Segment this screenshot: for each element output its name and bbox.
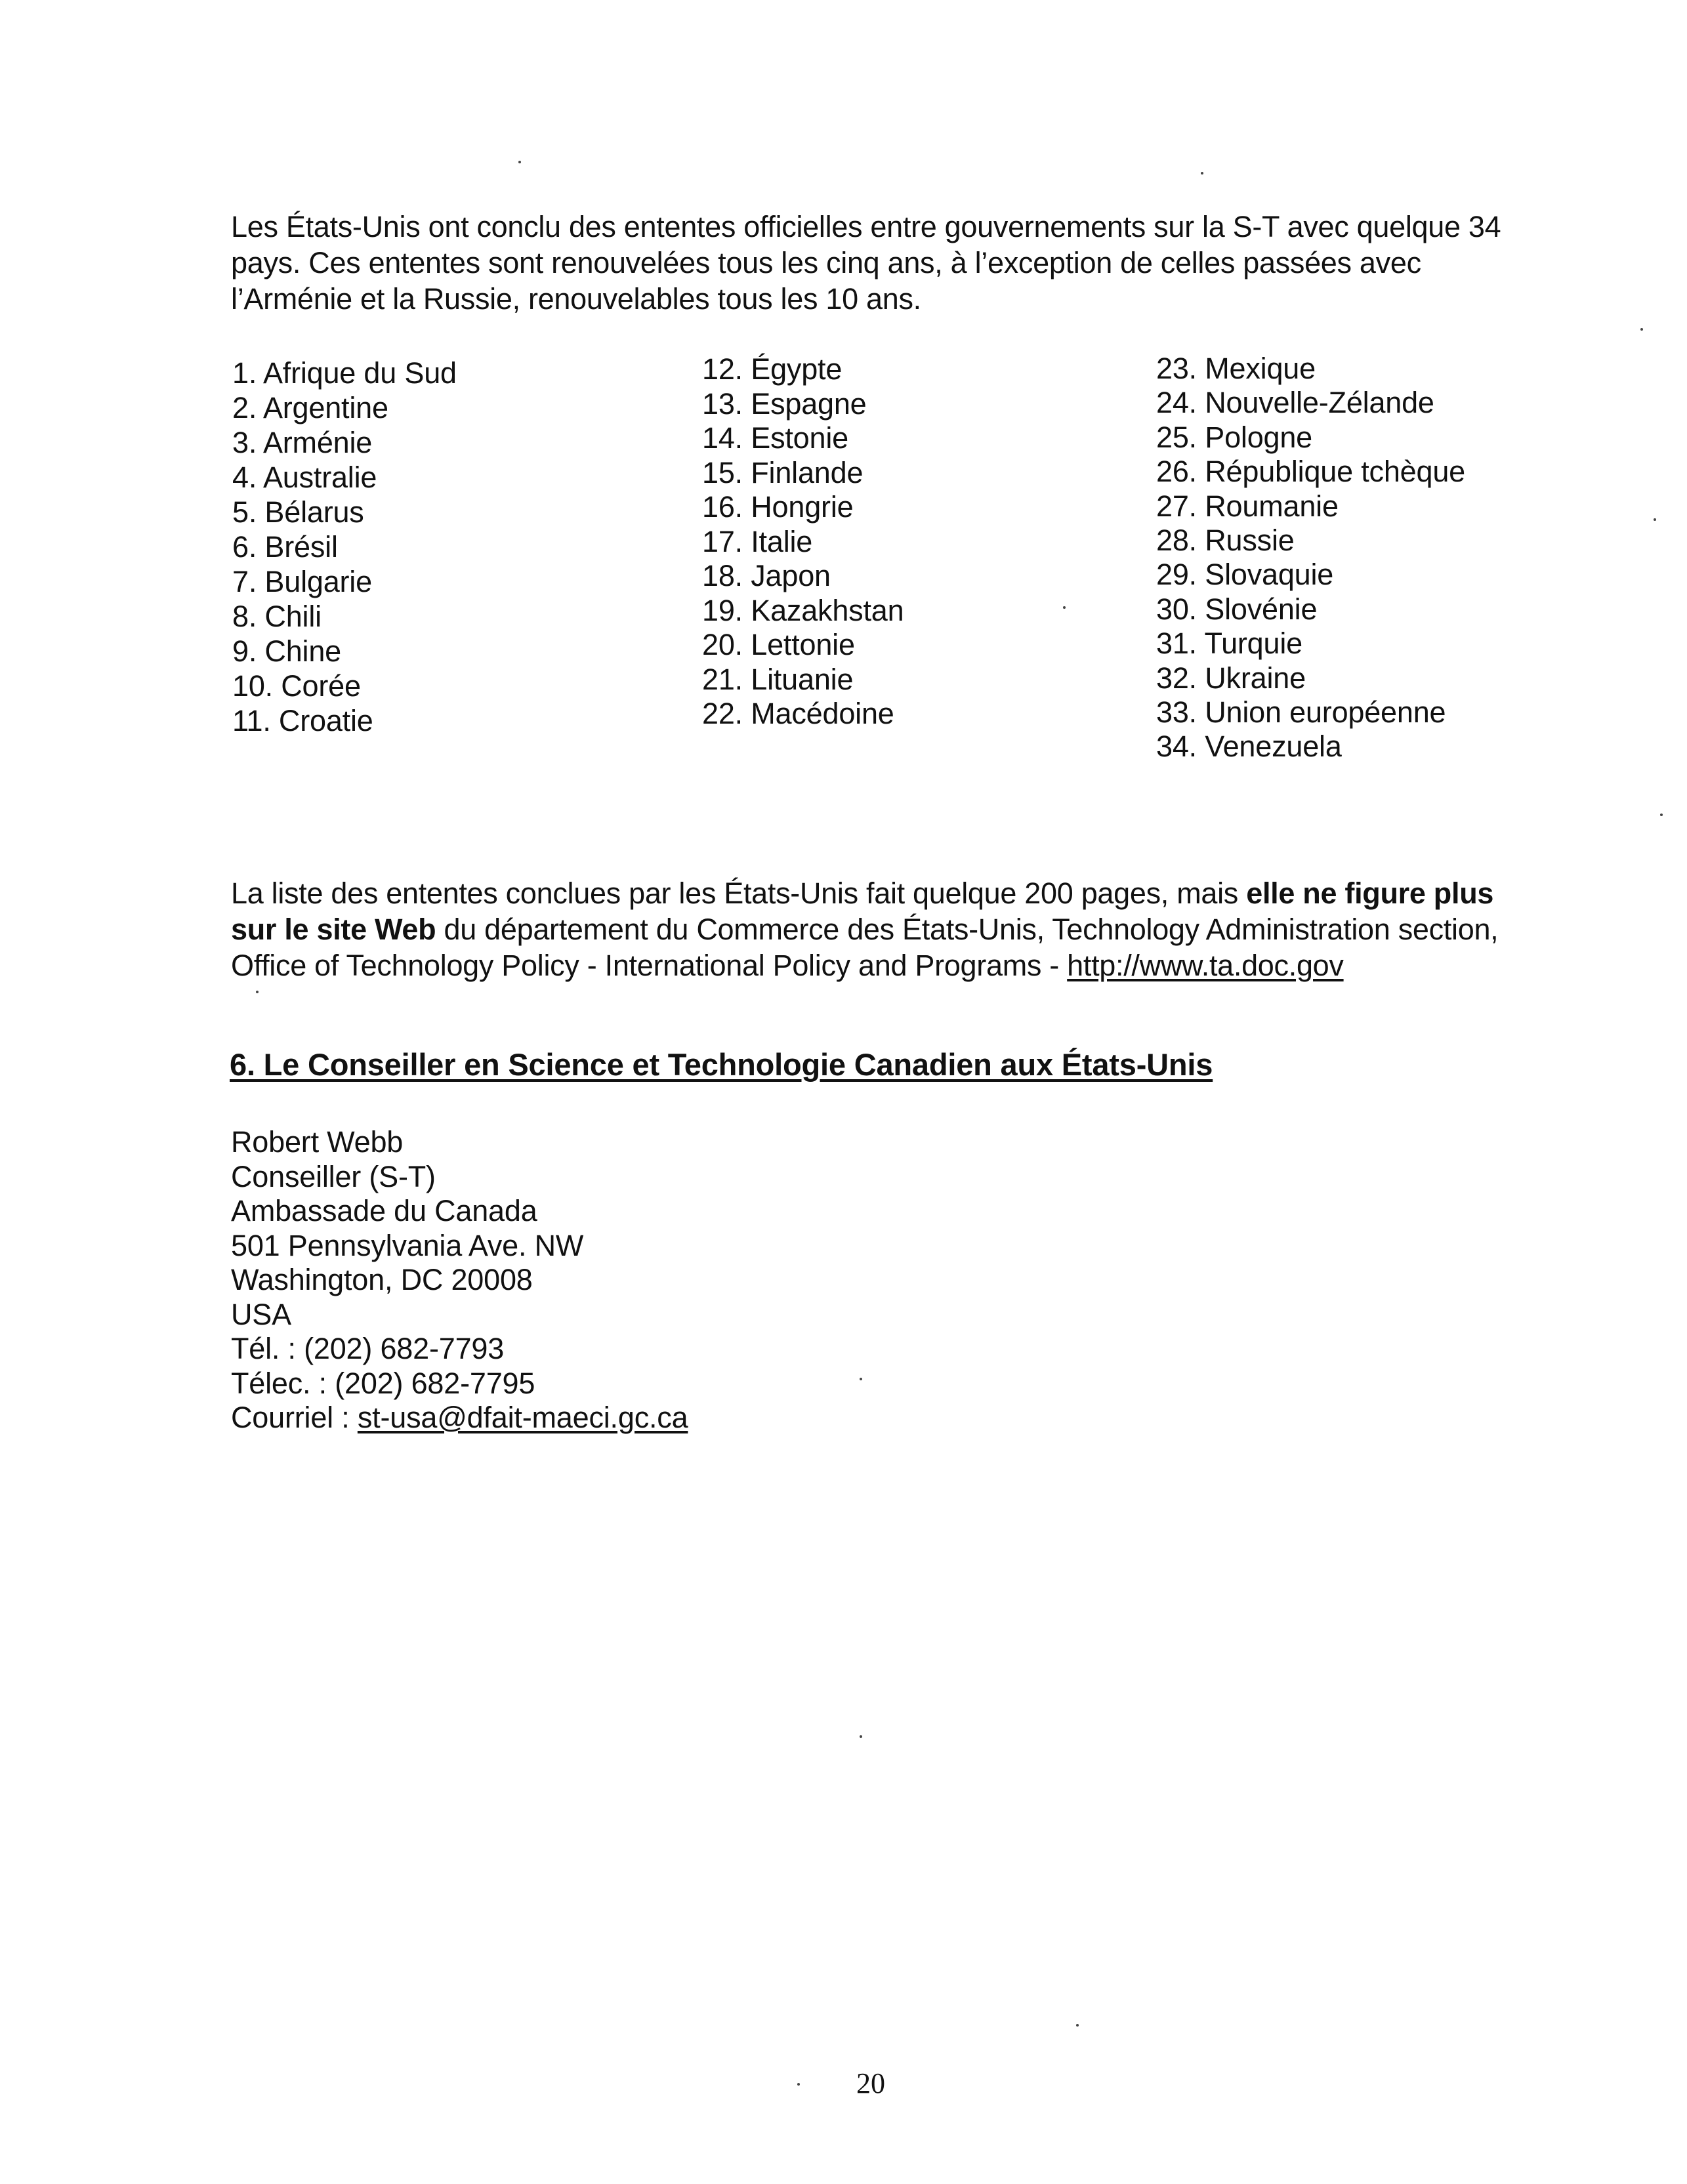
note-paragraph — [231, 875, 1517, 983]
page-number: 20 — [856, 2067, 885, 2099]
country-list-column-1 — [232, 356, 457, 738]
contact-city: Washington, DC 20008 — [231, 1263, 533, 1296]
scan-speck — [1660, 814, 1663, 816]
contact-organization: Ambassade du Canada — [231, 1194, 537, 1227]
list-item: 27. Roumanie — [1156, 489, 1339, 523]
contact-name: Robert Webb — [231, 1125, 404, 1159]
note-emphasis: elle ne figure plus sur le site Web — [231, 876, 1494, 946]
list-item: 5. Bélarus — [232, 495, 364, 529]
list-item: 26. République tchèque — [1156, 455, 1465, 489]
country-list-column-2 — [702, 352, 904, 731]
list-item: 13. Espagne — [702, 386, 867, 421]
contact-block — [231, 1125, 688, 1435]
list-item: 20. Lettonie — [702, 628, 855, 661]
contact-street: 501 Pennsylvania Ave. NW — [231, 1228, 584, 1262]
list-item: 1. Afrique du Sud — [232, 356, 457, 390]
section-heading: 6. Le Conseiller en Science et Technologie Canadien aux États-Unis — [230, 1047, 1213, 1082]
note-text-continued: du département du Commerce des États-Unis, Technology Administration section, Office of Technology Policy - International Policy and Programs - — [231, 913, 1499, 982]
list-item: 28. Russie — [1156, 524, 1295, 558]
list-item: 29. Slovaquie — [1156, 558, 1334, 592]
list-item: 19. Kazakhstan — [702, 593, 904, 627]
list-item: 25. Pologne — [1156, 420, 1313, 454]
list-item: 6. Brésil — [232, 530, 338, 564]
list-item: 23. Mexique — [1156, 352, 1316, 385]
list-item: 7. Bulgarie — [232, 565, 372, 598]
list-item: 4. Australie — [232, 461, 377, 494]
list-item: 34. Venezuela — [1156, 730, 1342, 764]
intro-paragraph: Les États-Unis ont conclu des ententes officielles entre gouvernements sur la S-T avec quelque 34 pays. Ces ententes sont renouvelées tous les cinq ans, à l’exception de celles passées avec l’Arménie et la Russie, renouvelables tous les 10 ans. — [231, 210, 1501, 316]
list-item: 24. Nouvelle-Zélande — [1156, 386, 1434, 420]
list-item: 10. Corée — [232, 669, 361, 703]
list-item: 8. Chili — [232, 600, 322, 633]
list-item: 14. Estonie — [702, 421, 848, 455]
list-item: 22. Macédoine — [702, 697, 894, 730]
list-item: 12. Égypte — [702, 352, 843, 386]
scan-speck — [518, 161, 521, 163]
scan-speck — [860, 1378, 862, 1380]
list-item: 3. Arménie — [232, 426, 373, 459]
list-item: 33. Union européenne — [1156, 695, 1446, 730]
contact-email-link[interactable]: st-usa@dfait-maeci.gc.ca — [357, 1401, 688, 1434]
list-item: 11. Croatie — [232, 704, 373, 737]
list-item: 15. Finlande — [702, 455, 864, 489]
contact-phone: Tél. : (202) 682-7793 — [231, 1332, 505, 1365]
contact-title: Conseiller (S-T) — [231, 1159, 436, 1193]
list-item: 2. Argentine — [232, 391, 388, 424]
note-text: La liste des ententes conclues par les États-Unis fait quelque 200 pages, mais — [231, 876, 1247, 910]
contact-country: USA — [231, 1297, 291, 1331]
scan-speck — [1640, 328, 1643, 331]
list-item: 18. Japon — [702, 559, 831, 592]
website-link[interactable]: http://www.ta.doc.gov — [1067, 949, 1344, 982]
scan-speck — [1201, 172, 1203, 175]
list-item: 32. Ukraine — [1156, 661, 1306, 695]
scan-speck — [1063, 606, 1066, 609]
contact-email-label: Courriel : — [231, 1401, 358, 1434]
list-item: 17. Italie — [702, 524, 813, 558]
scan-speck — [1076, 2024, 1079, 2027]
scan-speck — [256, 991, 259, 993]
scan-speck — [1654, 518, 1656, 521]
list-item: 31. Turquie — [1156, 627, 1302, 661]
scan-speck — [860, 1735, 862, 1738]
list-item: 30. Slovénie — [1156, 592, 1318, 626]
list-item: 16. Hongrie — [702, 490, 854, 524]
list-item: 9. Chine — [232, 634, 342, 668]
list-item: 21. Lituanie — [702, 662, 854, 696]
country-list-column-3 — [1156, 352, 1465, 764]
contact-email-line — [231, 1401, 688, 1435]
contact-fax: Télec. : (202) 682-7795 — [231, 1366, 535, 1400]
scan-speck — [797, 2083, 800, 2086]
